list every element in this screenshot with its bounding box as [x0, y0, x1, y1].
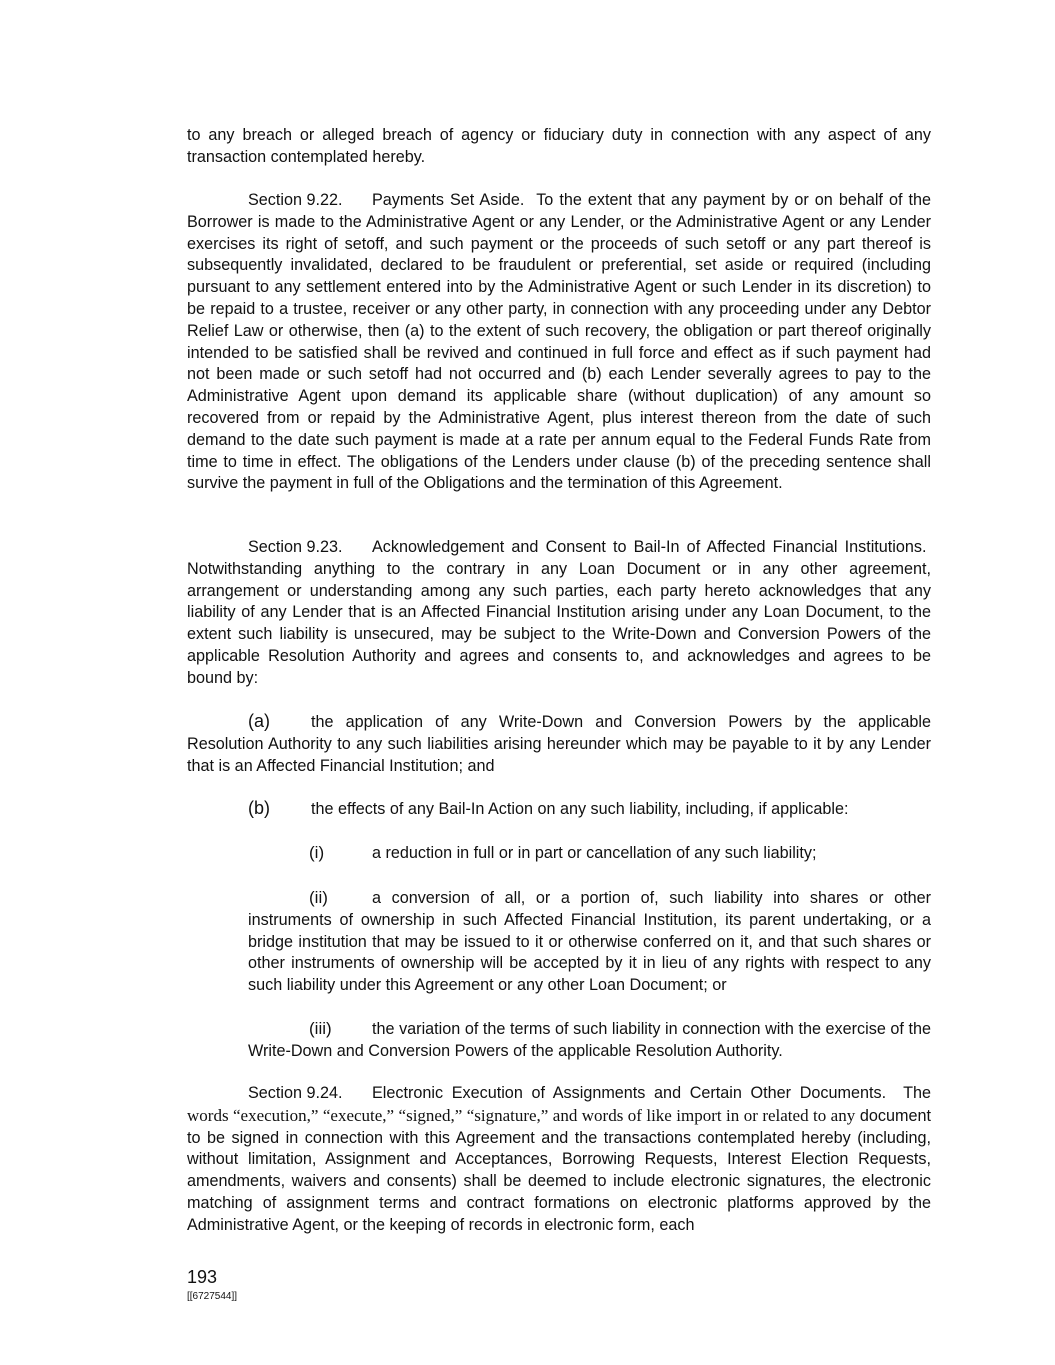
- clause-ii: [248, 887, 931, 997]
- section-title: Acknowledgement and Consent to Bail-In of Affected Financial Institutions.: [372, 538, 927, 556]
- section-serif-text: words “execution,” “execute,” “signed,” “signature,” and words of like import in or related to any: [187, 1105, 856, 1125]
- clause-marker: (ii): [309, 888, 328, 907]
- clause-marker: (b): [248, 798, 270, 818]
- clause-text: a conversion of all, or a portion of, such liability into shares or other instruments of ownership in such Affected Financial Institution, its parent undertaking, or a bridge institution that may be issued to it or otherwise conferred on it, and that such shares or other instruments of ownership will be accepted by it in lieu of any rights with respect to any such liability under this Agreement or any other Loan Document; or: [248, 889, 931, 995]
- section-label: Section 9.23.: [248, 538, 343, 556]
- clause-text: a reduction in full or in part or cancellation of any such liability;: [372, 844, 817, 862]
- clause-marker: (iii): [309, 1019, 332, 1038]
- section-body: document to be signed in connection with this Agreement and the transactions contemplated hereby (including, without limitation, Assignment and Acceptances, Borrowing Requests, Interest Election Requests, amendments, waivers and consents) shall be deemed to include electronic signatures, the electronic matching of assignment terms and contract formations on electronic platforms approved by the Administrative Agent, or the keeping of records in electronic form, each: [187, 1106, 931, 1234]
- section-9-23: [187, 537, 931, 690]
- clause-text: the variation of the terms of such liability in connection with the exercise of the Write-Down and Conversion Powers of the applicable Resolution Authority.: [248, 1020, 931, 1060]
- section-title: Electronic Execution of Assignments and Certain Other Documents.: [372, 1084, 887, 1102]
- section-9-22: [187, 190, 931, 495]
- clause-i: [248, 842, 931, 865]
- clause-b: [187, 798, 931, 821]
- clause-marker: (i): [309, 843, 325, 862]
- paragraph-continuation: [187, 125, 931, 169]
- section-body: Notwithstanding anything to the contrary in any Loan Document or in any other agreement, arrangement or understanding among any such parties, each party hereto acknowledges that any liability of any Lender that is an Affected Financial Institution arising under any Loan Document, to the extent such liability is unsecured, may be subject to the Write-Down and Conversion Powers of the applicable Resolution Authority and agrees and consents to, and acknowledges and agrees to be bound by:: [187, 559, 931, 687]
- clause-marker: (a): [248, 711, 270, 731]
- section-body: To the extent that any payment by or on behalf of the Borrower is made to the Administrative Agent or any Lender, or the Administrative Agent or any Lender exercises its right of setoff, and such payment or the proceeds of such setoff or any part thereof is subsequently invalidated, declared to be fraudulent or preferential, set aside or required (including pursuant to any settlement entered into by the Administrative Agent or such Lender in its discretion) to be repaid to a trustee, receiver or any other party, in connection with any proceeding under any Debtor Relief Law or otherwise, then (a) to the extent of such recovery, the obligation or part thereof originally intended to be satisfied shall be revived and continued in full force and effect as if such payment had not been made or such setoff had not occurred and (b) each Lender severally agrees to pay to the Administrative Agent upon demand its applicable share (without duplication) of any amount so recovered from or repaid by the Administrative Agent, plus interest thereon from the date of such demand to the date such payment is made at a rate per annum equal to the Federal Funds Rate from time to time in effect. The obligations of the Lenders under clause (b) of the preceding sentence shall survive the payment in full of the Obligations and the termination of this Agreement.: [187, 191, 931, 493]
- document-id: [[6727544]]: [187, 1291, 238, 1302]
- section-9-24: [187, 1083, 931, 1237]
- page-number: 193: [187, 1267, 218, 1287]
- section-lead: The: [903, 1084, 932, 1102]
- section-title: Payments Set Aside.: [372, 191, 525, 209]
- paragraph-text: to any breach or alleged breach of agency or fiduciary duty in connection with any aspect of any transaction contemplated hereby.: [187, 126, 931, 166]
- clause-iii: [248, 1018, 931, 1063]
- clause-text: the application of any Write-Down and Conversion Powers by the applicable Resolution Authority to any such liabilities arising hereunder which may be payable to it by any Lender that is an Affected Financial Institution; and: [187, 713, 931, 775]
- section-label: Section 9.22.: [248, 191, 343, 209]
- section-label: Section 9.24.: [248, 1084, 343, 1102]
- clause-text: the effects of any Bail-In Action on any such liability, including, if applicable:: [311, 800, 849, 818]
- clause-a: [187, 711, 931, 777]
